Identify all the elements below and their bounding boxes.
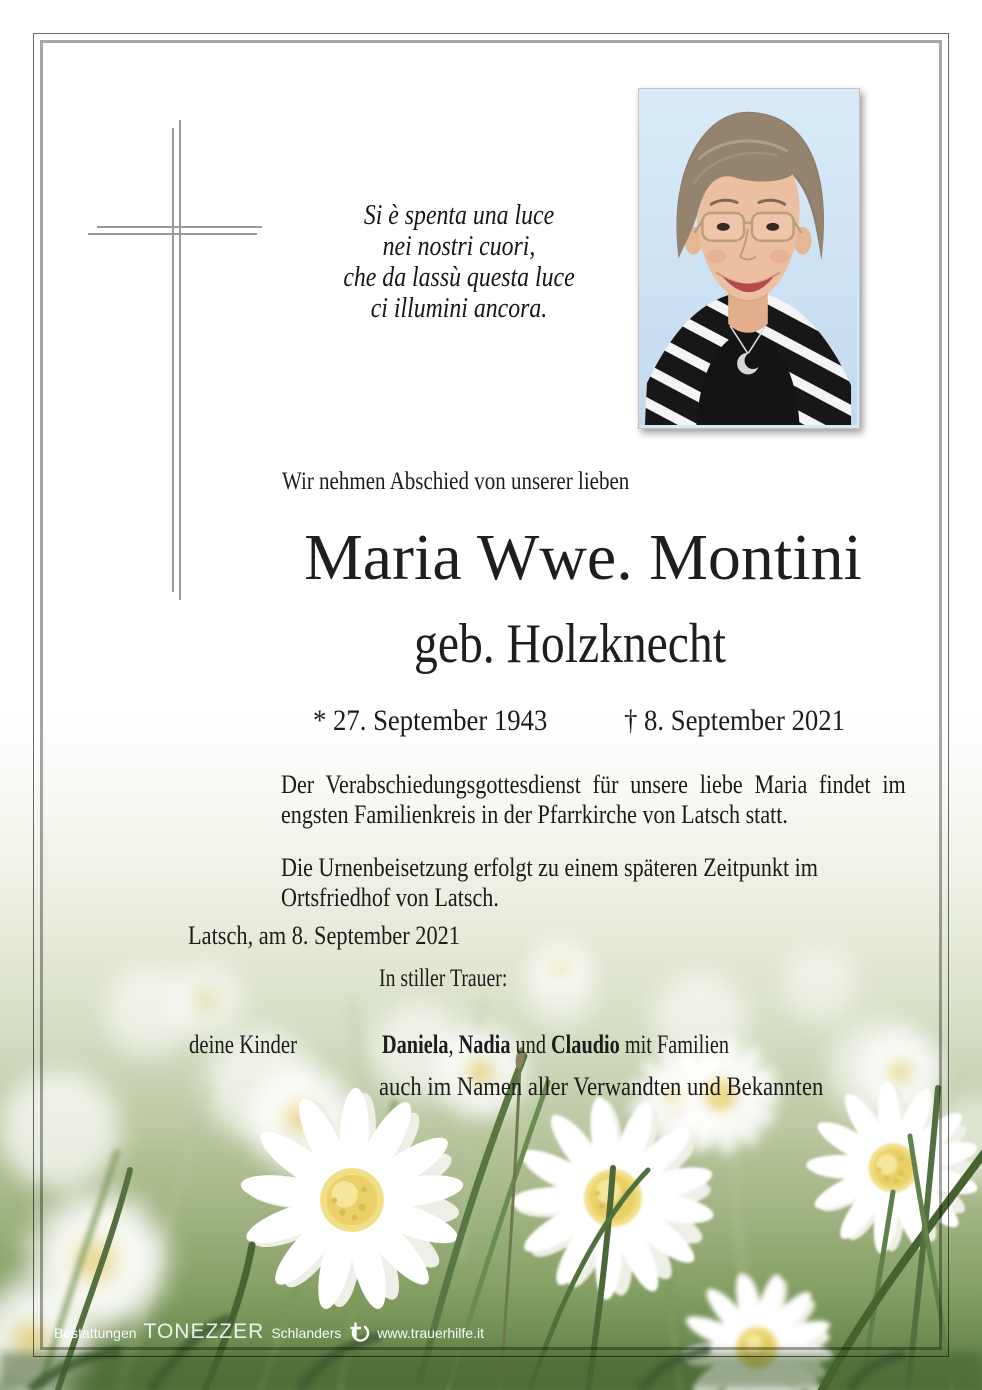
deceased-name: Maria Wwe. Montini (304, 521, 862, 594)
quote-line: nei nostri cuori, (382, 231, 536, 262)
condolence-quote (289, 200, 629, 324)
funeral-home-name: TONEZZER (143, 1320, 265, 1343)
funeral-home-place: Schlanders (271, 1325, 342, 1341)
place-and-date: Latsch, am 8. September 2021 (188, 921, 460, 950)
funeral-home-prefix: Bestattungen (54, 1325, 137, 1341)
quote-line: ci illumini ancora. (370, 293, 548, 324)
website-text: www.trauerhilfe.it (377, 1325, 484, 1341)
children-names: Daniela, Nadia und Claudio mit Familien (382, 1030, 730, 1059)
child-name: Nadia (458, 1030, 511, 1059)
maiden-name: geb. Holzknecht (414, 613, 726, 675)
quote-line: che da lassù questa luce (343, 262, 575, 293)
service-announcement: Der Verabschiedungsgottesdienst für unsere liebe Maria findet im engsten Familienkreis in der Pfarrkirche von Latsch statt. (281, 770, 906, 829)
child-name: Daniela (382, 1030, 449, 1059)
funeral-home-footer (54, 1320, 484, 1344)
farewell-intro: Wir nehmen Abschied von unserer lieben (282, 468, 630, 495)
trauerhilfe-logo-icon (348, 1321, 370, 1343)
extended-family-note: auch im Namen aller Verwandten und Bekannten (379, 1072, 824, 1101)
announcements (281, 770, 906, 936)
birth-date: * 27. September 1943 (313, 704, 548, 737)
portrait-photo (638, 88, 860, 429)
child-name: Claudio (551, 1030, 620, 1059)
relation-label: deine Kinder (189, 1030, 298, 1059)
quote-line: Si è spenta una luce (363, 200, 555, 231)
mourning-header: In stiller Trauer: (379, 965, 508, 992)
death-date: † 8. September 2021 (624, 704, 845, 737)
burial-announcement: Die Urnenbeisetzung erfolgt zu einem späteren Zeitpunkt im Ortsfriedhof von Latsch. (281, 853, 818, 912)
